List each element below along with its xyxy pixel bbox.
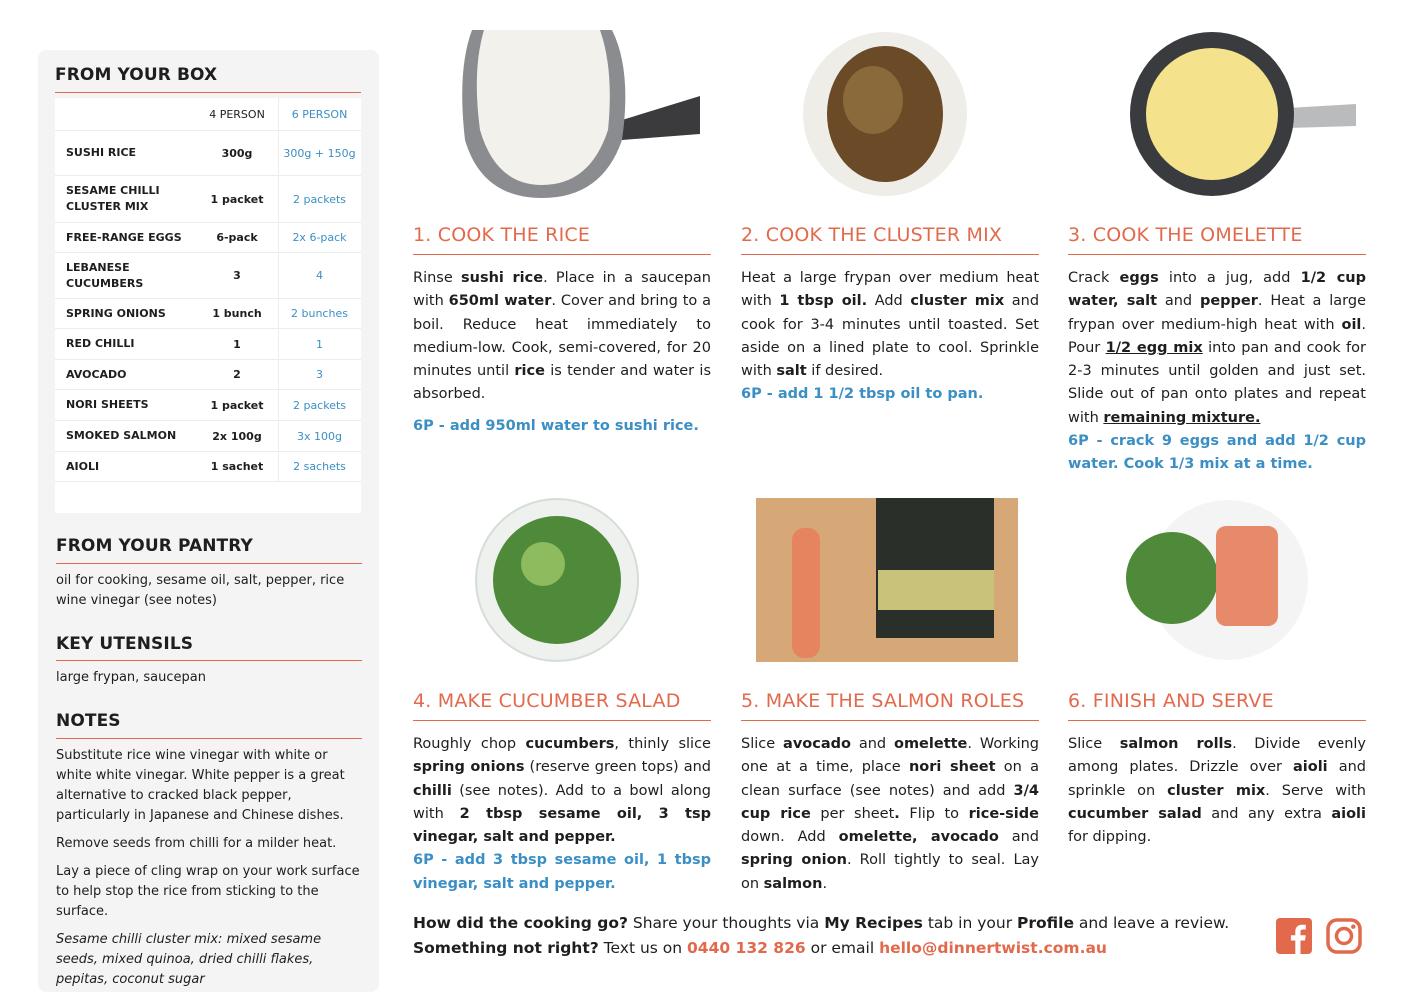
note-item: Substitute rice wine vinegar with white or white white vinegar. White pepper is a great alternative to cracked black pepper, particularly in Japanese and Chinese dishes. <box>56 748 345 823</box>
box-title-rule <box>55 92 361 93</box>
utensils-text: large frypan, saucepan <box>56 670 206 685</box>
photo-finish-serve <box>1124 498 1308 663</box>
cooked-rice <box>477 30 610 185</box>
step-1-rule <box>413 254 711 255</box>
header-4-person: 4 PERSON <box>209 107 265 121</box>
table-row <box>55 421 361 452</box>
qty-4-person: 1 sachet <box>210 460 264 473</box>
qty-6-person: 2 packets <box>278 176 360 222</box>
qty-4-person: 2x 100g <box>212 429 262 443</box>
qty-4-person: 1 packet <box>210 398 264 412</box>
qty-4-person: 1 packet <box>210 192 264 206</box>
pan-handle <box>622 96 700 140</box>
feedback-line-2: Something not right? Text us on 0440 132 826 or email hello@dinnertwist.com.au <box>413 939 1107 957</box>
email-link[interactable]: hello@dinnertwist.com.au <box>879 939 1107 957</box>
table-row <box>55 253 361 299</box>
header-6-person: 6 PERSON <box>278 98 360 130</box>
nori-sheet <box>876 498 994 638</box>
feedback-footer <box>413 911 1229 961</box>
instagram-icon[interactable] <box>1326 918 1362 954</box>
box-title: FROM YOUR BOX <box>55 65 218 85</box>
note-item: Remove seeds from chilli for a milder heat. <box>56 836 337 851</box>
notes-rule <box>56 738 362 739</box>
table-header <box>55 98 361 131</box>
table-row <box>55 223 361 253</box>
notes-title: NOTES <box>56 711 121 731</box>
frypan-handle <box>1288 104 1356 128</box>
qty-6-person: 1 <box>278 329 360 359</box>
table-row <box>55 390 361 421</box>
ingredient-name: AVOCADO <box>66 367 127 381</box>
ingredient-name: SMOKED SALMON <box>66 429 177 442</box>
note-item: Lay a piece of cling wrap on your work surface to help stop the rice from sticking to the surface. <box>56 864 360 919</box>
sidebar <box>38 50 379 992</box>
table-row <box>55 452 361 482</box>
cucumber-highlight <box>521 542 565 586</box>
step-4-title: 4. MAKE CUCUMBER SALAD <box>413 690 681 712</box>
salad-bowl <box>1126 532 1218 624</box>
qty-4-person: 2 <box>233 368 241 381</box>
note-italic: Sesame chilli cluster mix: mixed sesame seeds, mixed quinoa, dried chilli flakes, pepitas, coconut sugar <box>56 932 322 987</box>
ingredients-table <box>55 98 361 513</box>
step-3-title: 3. COOK THE OMELETTE <box>1068 224 1303 246</box>
omelette <box>1146 48 1278 180</box>
step-1-body: Rinse sushi rice. Place in a saucepan with 650ml water. Cover and bring to a boil. Reduce heat immediately to medium-low. Cook, semi-covered, for 20 minutes until rice is tender and water is absorbed. 6P - add 950ml water to sushi rice. <box>413 267 711 438</box>
step-4-body: Roughly chop cucumbers, thinly slice spring onions (reserve green tops) and chilli (see notes). Add to a bowl along with 2 tbsp sesame oil, 3 tsp vinegar, salt and pepper. 6P - add 3 tbsp sesame oil, 1 tbsp vinegar, salt and pepper. <box>413 733 711 896</box>
ingredient-name: NORI SHEETS <box>66 398 149 411</box>
qty-4-person: 3 <box>233 269 241 282</box>
step-1-title: 1. COOK THE RICE <box>413 224 591 246</box>
pantry-rule <box>56 563 362 564</box>
step-4-six-person: 6P - add 3 tbsp sesame oil, 1 tbsp vinegar, salt and pepper. <box>413 852 711 892</box>
qty-4-person: 300g <box>221 146 253 160</box>
phone-link[interactable]: 0440 132 826 <box>687 939 806 957</box>
cluster-highlight <box>843 66 903 134</box>
photo-omelette <box>1128 30 1358 198</box>
step-2-six-person: 6P - add 1 1/2 tbsp oil to pan. <box>741 386 984 403</box>
photo-cucumber-salad <box>473 498 641 663</box>
step-6-body: Slice salmon rolls. Divide evenly among plates. Drizzle over aioli and sprinkle on cluster mix. Serve with cucumber salad and any extra aioli for dipping. <box>1068 736 1367 846</box>
notes-list <box>56 746 361 992</box>
table-row <box>55 131 361 176</box>
step-5-title: 5. MAKE THE SALMON ROLES <box>741 690 1025 712</box>
ingredient-name: FREE-RANGE EGGS <box>66 230 182 244</box>
qty-6-person: 2 packets <box>278 390 360 420</box>
salmon-roll-pieces <box>1216 526 1278 626</box>
step-2-rule <box>741 254 1039 255</box>
facebook-icon[interactable] <box>1276 918 1312 954</box>
step-2-body: Heat a large frypan over medium heat with 1 tbsp oil. Add cluster mix and cook for 3-4 minutes until toasted. Set aside on a lined plate to cool. Sprinkle with salt if desired. 6P - add 1 1/2 tbsp oil to pan. <box>741 267 1039 407</box>
table-body <box>55 131 361 482</box>
ingredient-name: SPRING ONIONS <box>66 306 166 320</box>
qty-6-person: 2 bunches <box>278 299 360 328</box>
step-6-rule <box>1068 720 1366 721</box>
step-6-title: 6. FINISH AND SERVE <box>1068 690 1274 712</box>
step-3-body: Crack eggs into a jug, add 1/2 cup water, salt and pepper. Heat a large frypan over medium-high heat with oil. Pour 1/2 egg mix into pan and cook for 2-3 minutes until golden and just set. Slide out of pan onto plates and repeat with remaining mixture. 6P - crack 9 eggs and add 1/2 cup water. Cook 1/3 mix at a time. <box>1068 267 1366 477</box>
qty-6-person: 3 <box>278 360 360 389</box>
qty-6-person: 2x 6-pack <box>278 223 360 252</box>
step-4-rule <box>413 720 711 721</box>
feedback-line-1: How did the cooking go? Share your thoughts via My Recipes tab in your Profile and leave a review. <box>413 914 1230 932</box>
ingredient-name: SUSHI RICE <box>66 146 137 159</box>
step-3-six-person: 6P - crack 9 eggs and add 1/2 cup water. Cook 1/3 mix at a time. <box>1068 433 1366 473</box>
ingredient-name: RED CHILLI <box>66 337 135 350</box>
step-5-rule <box>741 720 1039 721</box>
salmon-roll <box>792 528 820 658</box>
qty-4-person: 1 bunch <box>212 307 262 320</box>
ingredient-name: SESAME CHILLI CLUSTER MIX <box>66 184 160 213</box>
utensils-title: KEY UTENSILS <box>56 634 194 654</box>
step-1-six-person: 6P - add 950ml water to sushi rice. <box>413 417 699 434</box>
qty-6-person: 4 <box>278 253 360 298</box>
step-3-rule <box>1068 254 1366 255</box>
pantry-title: FROM YOUR PANTRY <box>56 536 253 556</box>
table-row <box>55 176 361 223</box>
qty-6-person: 3x 100g <box>278 421 360 451</box>
step-2-title: 2. COOK THE CLUSTER MIX <box>741 224 1003 246</box>
qty-6-person: 2 sachets <box>278 452 360 481</box>
utensils-rule <box>56 660 362 661</box>
photo-rice <box>462 30 702 200</box>
rice-and-filling <box>878 570 994 610</box>
table-row <box>55 360 361 390</box>
table-row <box>55 329 361 360</box>
step-5-body: Slice avocado and omelette. Working one at a time, place nori sheet on a clean surface (see notes) and add 3/4 cup rice per sheet. Flip to rice-side down. Add omelette, avocado and spring onion. Roll tightly to seal. Lay on salmon. <box>741 736 1040 892</box>
photo-salmon-rolls <box>756 498 1018 662</box>
ingredient-name: AIOLI <box>66 459 100 473</box>
qty-4-person: 1 <box>233 337 241 351</box>
qty-6-person: 300g + 150g <box>278 131 360 175</box>
table-row <box>55 299 361 329</box>
pantry-text: oil for cooking, sesame oil, salt, pepper, rice wine vinegar (see notes) <box>56 573 345 608</box>
qty-4-person: 6-pack <box>216 231 258 244</box>
photo-cluster-mix <box>803 30 968 198</box>
ingredient-name: LEBANESE CUCUMBERS <box>66 260 144 290</box>
